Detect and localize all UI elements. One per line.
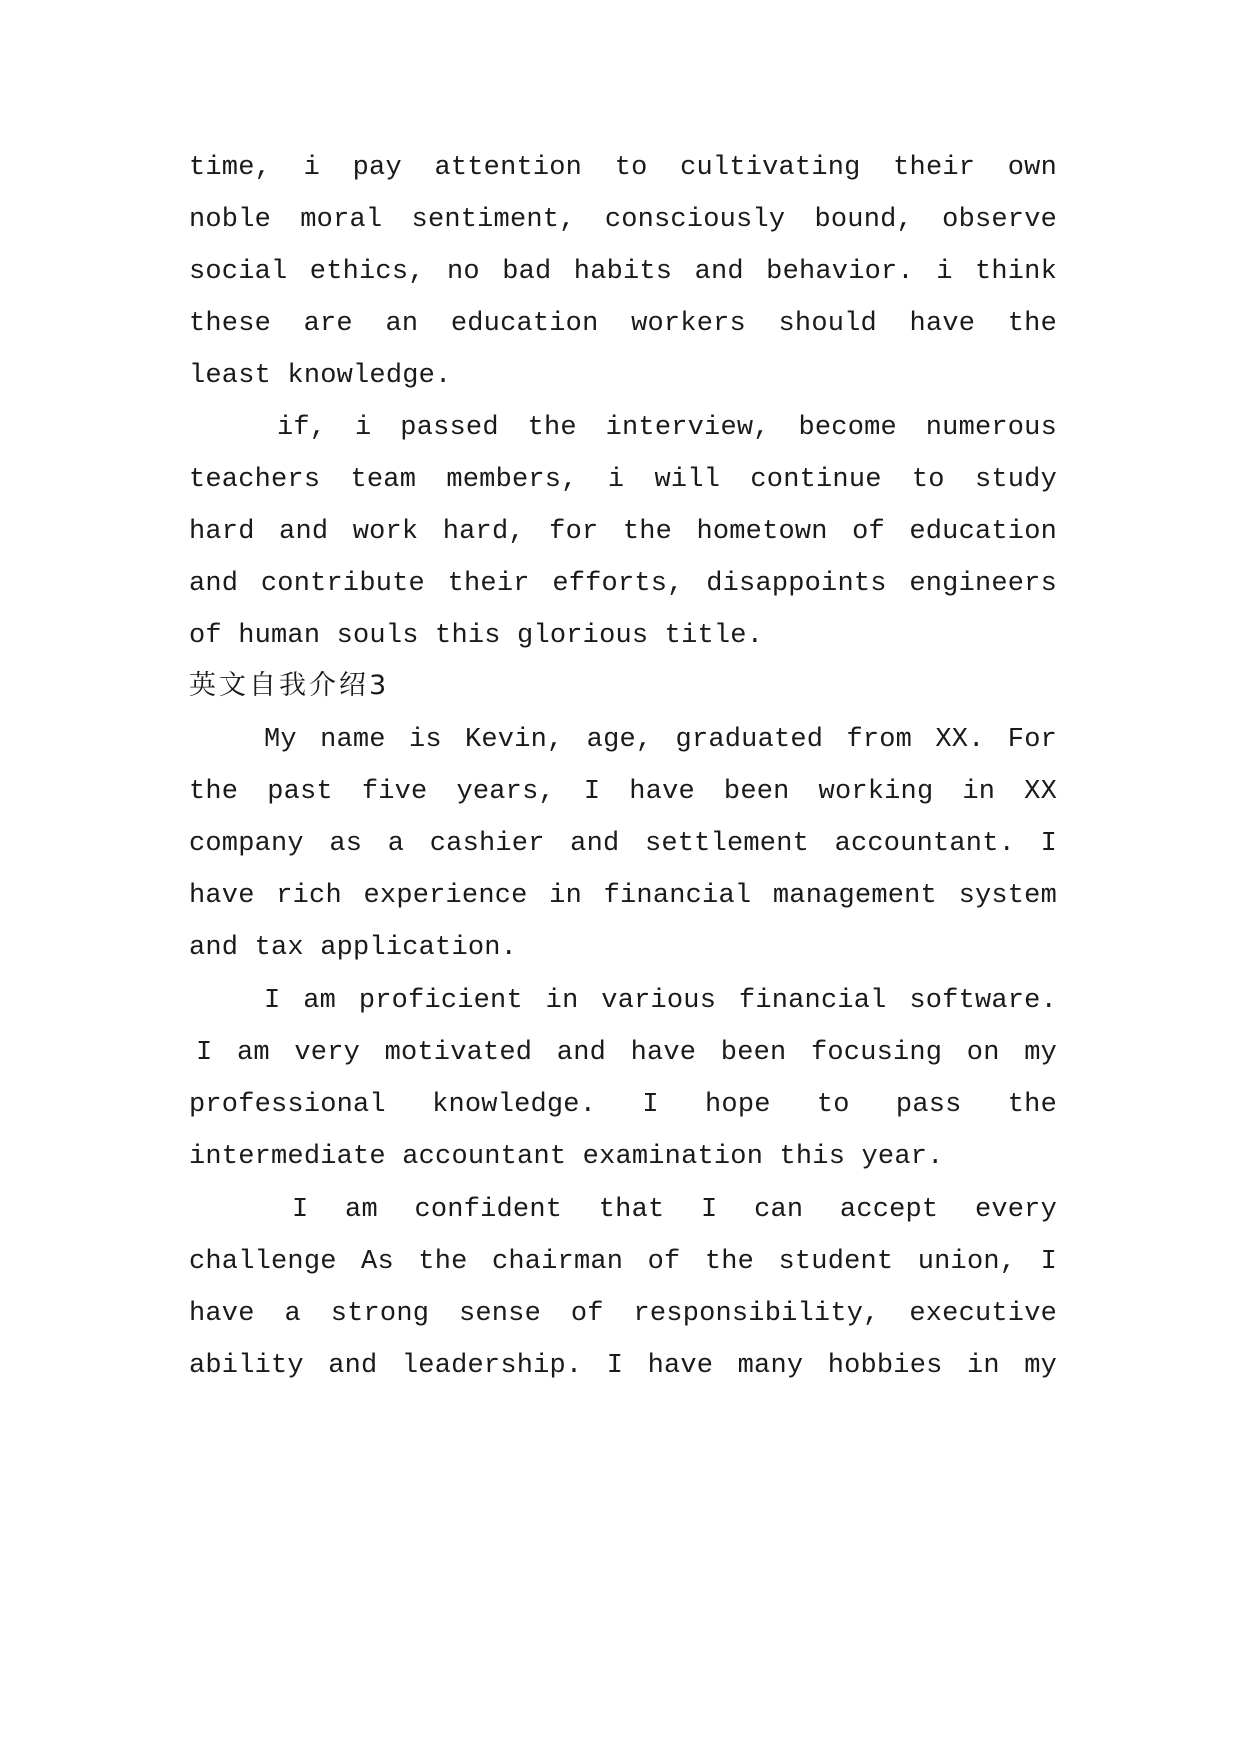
paragraph-line: hard and work hard, for the hometown of education (189, 517, 1057, 547)
paragraph-line: time, i pay attention to cultivating their own (189, 153, 1057, 183)
section-heading: 英文自我介绍3 (189, 670, 390, 701)
paragraph-line: social ethics, no bad habits and behavior. i think (189, 257, 1057, 287)
paragraph-line: company as a cashier and settlement accountant. I (189, 829, 1057, 859)
paragraph-line: I am proficient in various financial software. (264, 986, 1057, 1016)
paragraph-line: and tax application. (189, 933, 518, 963)
paragraph-line: noble moral sentiment, consciously bound, observe (189, 205, 1057, 235)
paragraph-line: of human souls this glorious title. (189, 621, 764, 651)
paragraph-line: teachers team members, i will continue to study (189, 465, 1057, 495)
paragraph-line: least knowledge. (189, 361, 452, 391)
paragraph-line: these are an education workers should have the (189, 309, 1057, 339)
paragraph-line: professional knowledge. I hope to pass the (189, 1090, 1057, 1120)
paragraph-line: intermediate accountant examination this year. (189, 1142, 944, 1172)
paragraph-line: if, i passed the interview, become numerous (277, 413, 1057, 443)
paragraph-line: ability and leadership. I have many hobbies in my (189, 1351, 1057, 1381)
paragraph-line: I am very motivated and have been focusing on my (196, 1038, 1057, 1068)
paragraph-line: My name is Kevin, age, graduated from XX. For (264, 725, 1057, 755)
paragraph-line: have rich experience in financial management system (189, 881, 1057, 911)
paragraph-line: I am confident that I can accept every (292, 1195, 1057, 1225)
paragraph-line: and contribute their efforts, disappoints engineers (189, 569, 1057, 599)
paragraph-line: have a strong sense of responsibility, executive (189, 1299, 1057, 1329)
paragraph-line: challenge As the chairman of the student union, I (189, 1247, 1057, 1277)
paragraph-line: the past five years, I have been working in XX (189, 777, 1057, 807)
